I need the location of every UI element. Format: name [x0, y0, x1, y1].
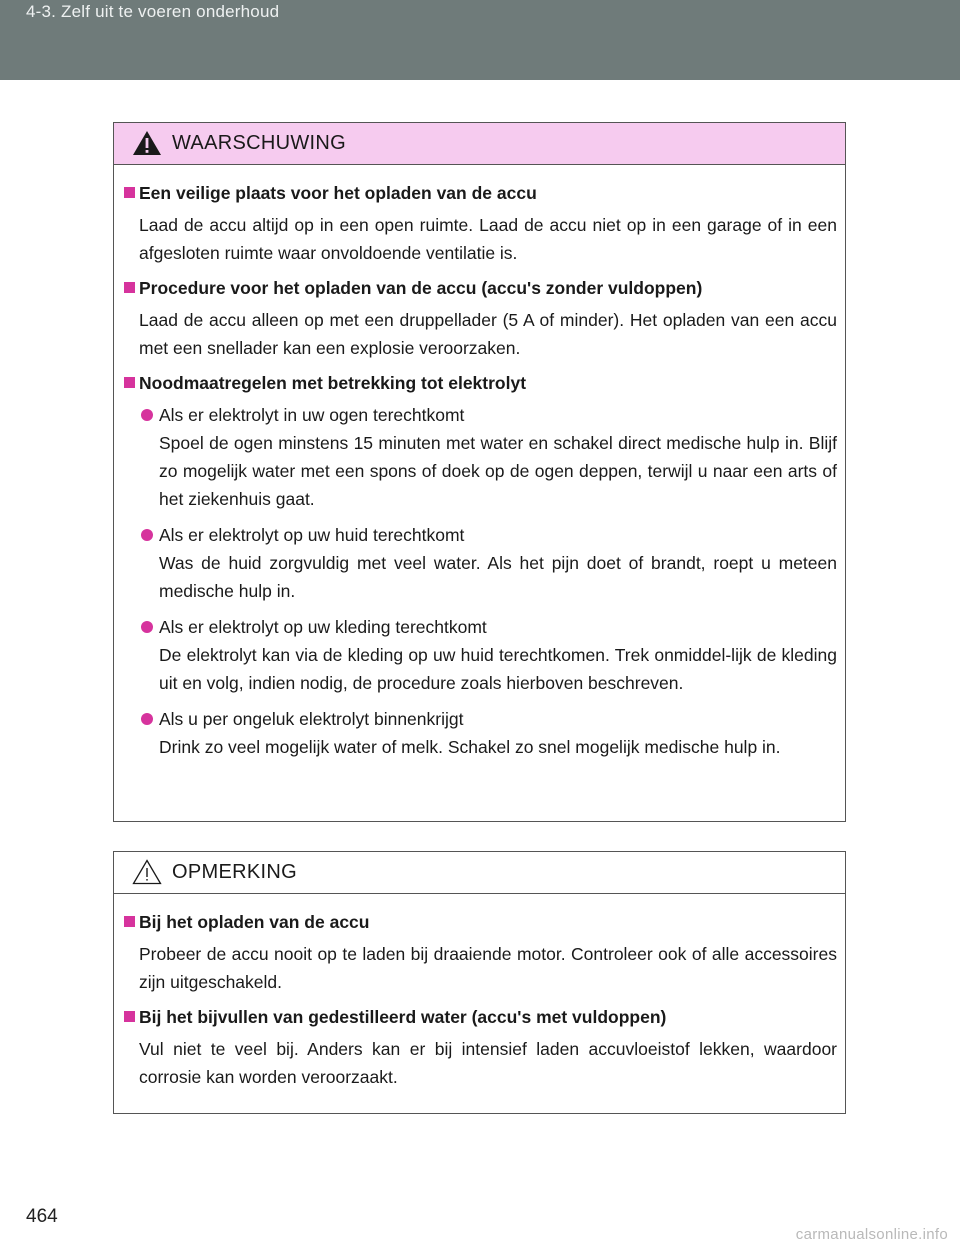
section-text: Probeer de accu nooit op te laden bij draaiende motor. Controleer ook of alle accessoires zijn uitgeschakeld. — [139, 944, 837, 992]
square-bullet-icon — [124, 282, 135, 293]
warning-label: WAARSCHUWING — [172, 132, 346, 154]
note-header — [114, 852, 845, 894]
section-breadcrumb: 4-3. Zelf uit te voeren onderhoud — [26, 2, 280, 21]
section-text: Laad de accu altijd op in een open ruimte. Laad de accu niet op in een garage of in een afgesloten ruimte waar onvoldoende ventilatie is. — [139, 215, 837, 263]
round-bullet-icon — [141, 529, 153, 541]
section-title: Procedure voor het opladen van de accu (accu's zonder vuldoppen) — [123, 276, 837, 300]
round-bullet-icon — [141, 713, 153, 725]
warning-box — [113, 122, 846, 822]
round-bullet-icon — [141, 409, 153, 421]
bullet-title: Als er elektrolyt op uw huid terechtkomt — [159, 525, 465, 545]
list-item — [123, 401, 837, 513]
bullet-text: Spoel de ogen minstens 15 minuten met water en schakel direct medische hulp in. Blijf zo mogelijk water met een spons of doek op de ogen deppen, terwijl u naar een arts of het ziekenhuis gaat. — [159, 433, 837, 509]
caution-triangle-icon — [132, 859, 162, 885]
square-bullet-icon — [124, 916, 135, 927]
note-body — [114, 894, 845, 1091]
page-number: 464 — [26, 1206, 58, 1227]
bullet-title: Als u per ongeluk elektrolyt binnenkrijgt — [159, 709, 464, 729]
note-label: OPMERKING — [172, 861, 297, 883]
section-title: Bij het bijvullen van gedestilleerd water (accu's met vuldoppen) — [123, 1005, 837, 1029]
square-bullet-icon — [124, 1011, 135, 1022]
list-item — [123, 521, 837, 605]
section-title: Bij het opladen van de accu — [123, 910, 837, 934]
list-item — [123, 705, 837, 761]
warning-body — [114, 165, 845, 761]
note-box — [113, 851, 846, 1114]
list-item — [123, 613, 837, 697]
section-text: Laad de accu alleen op met een druppellader (5 A of minder). Het opladen van een accu met een snellader kan een explosie veroorzaken. — [139, 310, 837, 358]
bullet-text: De elektrolyt kan via de kleding op uw huid terechtkomen. Trek onmiddel-lijk de kleding uit en volg, indien nodig, de procedure zoals hierboven beschreven. — [159, 645, 837, 693]
square-bullet-icon — [124, 377, 135, 388]
section-title: Noodmaatregelen met betrekking tot elektrolyt — [123, 371, 837, 395]
watermark: carmanualsonline.info — [795, 1226, 948, 1243]
bullet-text: Drink zo veel mogelijk water of melk. Schakel zo snel mogelijk medische hulp in. — [159, 737, 781, 757]
bullet-text: Was de huid zorgvuldig met veel water. Als het pijn doet of brandt, roept u meteen medische hulp in. — [159, 553, 837, 601]
section-text: Vul niet te veel bij. Anders kan er bij intensief laden accuvloeistof lekken, waardoor corrosie kan worden veroorzaakt. — [139, 1039, 837, 1087]
warning-triangle-icon — [132, 130, 162, 156]
square-bullet-icon — [124, 187, 135, 198]
section-title: Een veilige plaats voor het opladen van de accu — [123, 181, 837, 205]
page-header — [0, 0, 960, 80]
bullet-title: Als er elektrolyt in uw ogen terechtkomt — [159, 405, 465, 425]
bullet-title: Als er elektrolyt op uw kleding terechtkomt — [159, 617, 487, 637]
round-bullet-icon — [141, 621, 153, 633]
warning-header — [114, 123, 845, 165]
